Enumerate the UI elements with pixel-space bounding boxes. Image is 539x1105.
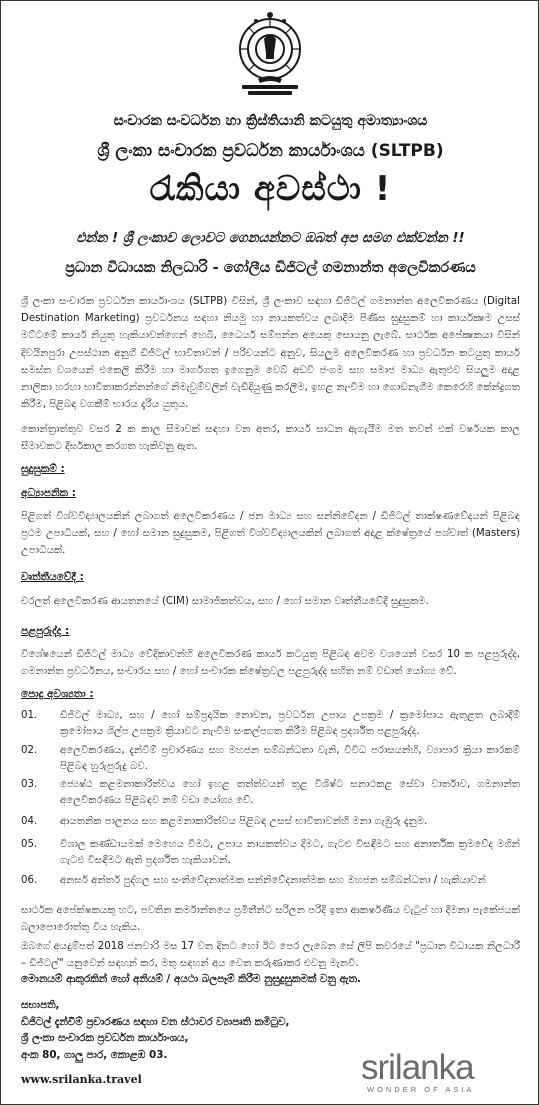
sri-lanka-emblem-icon (234, 9, 306, 101)
education-heading: අධ්‍යාපනික : (21, 487, 76, 499)
address-line: සභාපති, (21, 999, 60, 1011)
list-item-number: 03. (21, 779, 38, 790)
vacancy-heading: රැකියා අවස්ථා ! (149, 169, 392, 209)
contract-paragraph: කොන්ත්‍රාත්තුව වසර 2 ක කාල සීමාවක් සඳහා වන අතර, කාර්ය සාධන ඇගැයීම මත තවත් එක් වර්ෂයක කාල සීමාවකට දීර්ඝකාල කරගත හැකිවනු ඇත. (21, 424, 520, 453)
intro-paragraph: ශ්‍රී ලංකා සංචාරක ප්‍රවර්ධන කාර්යාංශය (SLTPB) විසින්, ශ්‍රී ලංකාව සඳහා ඩිජිටල් ගමනාන්ත අලෙවිකරණය (Digital Destination Marketing) ප්‍රවර්ධනය සඳහා නියමු හා නායකත්වය ලබාදීම පිණිස සුදුසුකම් හා කාර්යක්‍ෂම උසස් මට්ටමේ කාර්ය නියුතු හැකියාවන්ගෙන් හෙබි, ධෛර්ය සම්පන්න අයෙකු සොයනු ලැබේ. සාර්ථක අපේක්‍ෂකයා විසින් දිවයිනපුරා උපස්ථාන අනුගී ඩිජිටල් භාවිතාවන් / පරිචයන්ට අනුව, සියලුම අලෙවිකරණ හා ප්‍රවර්ධන කටයුතු කාර්ය සමස්ත වශයෙන් එකෙලි කිරීම හා මාර්ගගත ඉගෙනුම වෙබ් අඩවි ජංගම සහ සමාජ මාධ්‍ය ඇතුළුව සියලුම අදාළ නාලිකා හරහා භාවිතාකරන්නන්ගේ නිමැවුම්වලින් වැඩිදියුණු කරලීම, ඉහළ නැංවීම හා ගොඩනැගීම කෙරෙහි කේන්ද්‍රගත කිරීම, පිළිබඳ වගකීම් භාරය දැරිය යුතුය. (21, 296, 520, 411)
list-item-number: 06. (21, 875, 38, 886)
experience-heading: පළපුරුද්ද : (21, 625, 70, 637)
list-item-text: අලෙවිකරණය, දැන්වීම් ප්‍රචාරණය සහ මහජන සම්බන්ධතා වැනි, විවිධ පරාසයන්හි, ව්‍යාපාර ක්‍රියා කාරකම් පිළිබඳ හුරුපුරුදු බව. (60, 745, 520, 773)
salary-paragraph: සාර්ථක අපේක්ෂකයකු හට, පවතින කර්මාන්තයෙ ප්‍රමිතීන්ට සරිලන පරිදි ඉතා ආකර්ෂණීය වැටුප් හා දීමනා පැකේජයක් බලාපොරොත්තු විය හැකිය. (21, 905, 520, 934)
education-text: පිළිගත් විශ්වවිද්‍යාලයකින් ලබාගත් අලෙවිකරණය / ජන මාධ්‍ය සහ සන්නිවේදන / ඩිජිටල් තාක්ෂණවේදයන් පිළිබඳ ප්‍රථම උපාධියක්, සහ / හෝ සමාන සුදුසුකම, පිළිගත් විශ්වවිද්‍යාලයකින් ලබාගත් අදාළ ක්ෂේත්‍රයේ පශ්චාත් (Masters) උපාධියක්. (21, 511, 520, 557)
position-title: ප්‍රධාන විධායක නිලධාරි - ගෝලීය ඩිජිටල් ගමනාන්ත අලෙවිකරණය (65, 260, 476, 276)
professional-text: චරලත් අලෙවිකරණ ආයතනයේ (CIM) සාමාජිකත්වය, සහ / හෝ සමාන වෘත්තීයවේදී සුදුසුකම. (21, 596, 429, 607)
list-item-text: ආයතනික පාලනය සහ කළමනාකාරිත්වය පිළිබඳ උසස් භාවිතාවන්හි මනා ගැඹුරු දැනුම. (60, 816, 428, 827)
brand-logo-text: srilanka (361, 1048, 474, 1087)
list-item-text: අනර්ඝ අන්තර් පුද්ගල සහ සංනිවේදනාත්මක සන්නිවේදනාත්මක සහ මහජන සම්බන්ධතා / හැකියාවන් (60, 875, 486, 886)
ministry-title: සංචාරක සංවර්ධන හා ක්‍රිස්තියානි කටයුතු අමාත්‍යාංශය (113, 113, 428, 129)
professional-heading: වෘත්තීයවේදී : (21, 571, 84, 583)
list-item-number: 01. (21, 710, 38, 721)
canvassing-warning: මොනයම් ආකුරකින් හෝ අනියම් / අයථා බලපෑම් කිරීම නුසුදුසුකමක් වනු ඇත. (21, 973, 361, 985)
list-item-number: 04. (21, 816, 38, 827)
website-link[interactable]: www.srilanka.travel (21, 1073, 142, 1086)
bureau-title: ශ්‍රී ලංකා සංචාරක ප්‍රවර්ධන කාර්යාංශය (SLTPB) (97, 141, 444, 161)
qualifications-heading: සුදුසුකම් : (21, 463, 65, 475)
address-line: ඩිජිටල් දැන්වීම් ප්‍රචාරණය සඳහා වන ස්ථාවර ව්‍යාපෘති කමිටුව, (21, 1015, 290, 1028)
brand-tagline: WONDER OF ASIA (367, 1085, 475, 1094)
general-requirements-heading: පොදු අවශ්‍යතා : (21, 688, 94, 700)
experience-text: විශේෂයෙන් ඩිජිටල් මාධ්‍ය වේදිකාවන්හි අලෙවිකරණ කාර්ය කටයුතු පිළිබඳ අවම වශයෙන් වසර 10 ක පළපුරුද්ද, ගමනාන්ත ප්‍රවර්ධනය, සංචාරය සහ / හෝ සංචාරක ක්ෂේත්‍රවල පළපුරුද්ද සහිත නම් වඩාත් යෝග්‍ය වේ. (21, 649, 520, 678)
tagline: එන්න ! ශ්‍රී ලංකාව ලොවට ගෙනයන්නට ඔබත් අප සමග එක්වන්න !! (76, 230, 465, 246)
address-block (21, 997, 289, 1063)
list-item-number: 02. (21, 745, 38, 756)
list-item-text: විශාල කණ්ඩායමක් මෙහෙය වීමට, උපාය නායකත්වය දීමට, ගැටළු විසඳීමට සහ අනාර්තික ක්‍රමවේද මගින් ගැටළු විසඳීමට ඇති ප්‍රදර්ශිත හැකියාවන්. (60, 839, 520, 867)
list-item-text: ඩිජිටල් මාධ්‍ය, සහ / හෝ සම්ප්‍රදායික නොවන, ප්‍රවර්ධන උපාය උපක්‍රම / ක්‍රමෝපාය ඇතුළත ලබාදීම් ක්‍රමෝපාය ශිල්ප උපක්‍රම ක්‍රියාවට නැංවීම සංකල්පගත කිරීම පිළිබඳ ප්‍රදර්ශිත පළපුරුද්ද. (60, 710, 520, 738)
list-item-text: ජ්‍යෙෂ්ඨ කළමනාකාරිත්වය හෝ ඉහළ තත්ත්වයන් තුළ විශිෂ්ට සනාථකළ සේවා වාර්තාව, ගමනාන්ත අලෙවිකරණය පිළිබඳව නම් වඩා යෝග්‍ය වේ. (60, 779, 520, 807)
address-line: ශ්‍රී ලංකා සංචාරක ප්‍රවර්ධන කාර්යාංශය, (21, 1032, 189, 1045)
srilanka-brand-logo (361, 1048, 523, 1093)
list-item-number: 05. (21, 839, 38, 850)
application-paragraph: ඔබගේ අයදුම්පත් 2018 ජනවාරි මස 17 වන දිනට හෝ ඊට පෙර ලැබෙන සේ ලිපි කවරයේ "ප්‍රධාන විධායක නිලධාරී – ඩිජිටල්" යනුවෙන් සඳහන් කර, මතු සඳහන් අය වෙත කරුණාකර එවනු මැනවි. (21, 941, 520, 970)
address-line: අංක 80, ගාලු පාර, කොළඹ 03. (21, 1048, 168, 1061)
